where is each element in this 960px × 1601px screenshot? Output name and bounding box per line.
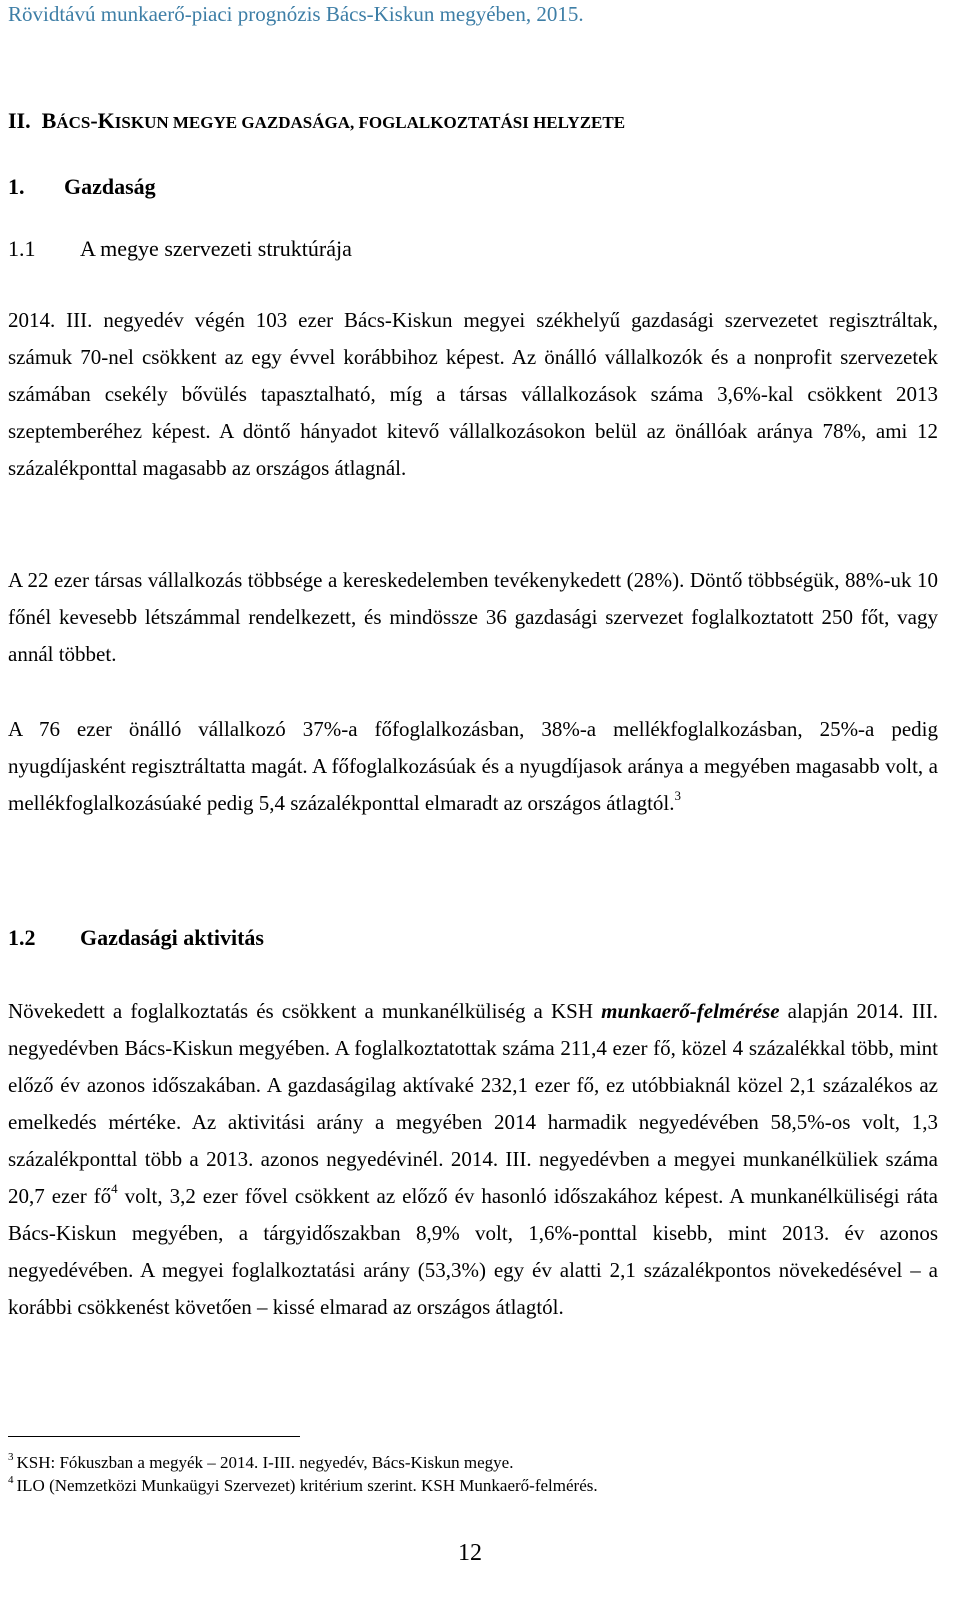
section-1-2-number: 1.2 xyxy=(8,925,36,950)
paragraph-4-part1: Növekedett a foglalkoztatás és csökkent a munkanélküliség a KSH xyxy=(8,999,602,1023)
section-1-2-heading xyxy=(8,925,264,951)
section-1-2-title: Gazdasági aktivitás xyxy=(80,925,264,950)
footnote-3-mark: 3 xyxy=(8,1451,14,1463)
section-1-heading xyxy=(8,174,156,200)
paragraph-3-text: A 76 ezer önálló vállalkozó 37%-a főfoglalkozásban, 38%-a mellékfoglalkozásban, 25%-a pedig nyugdíjasként regisztráltatta magát. A főfoglalkozásúak és a nyugdíjasok aránya a megyében magasabb volt, a mellékfoglalkozásúaké pedig 5,4 százalékponttal elmaradt az országos átlagtól. xyxy=(8,717,938,815)
chapter-number: II. xyxy=(8,108,31,133)
section-1-number: 1. xyxy=(8,174,25,199)
paragraph-2: A 22 ezer társas vállalkozás többsége a kereskedelemben tevékenykedett (28%). Döntő többségük, 88%-uk 10 főnél kevesebb létszámmal rendelkezett, és mindössze 36 gazdasági szervezet foglalkoztatott 250 főt, vagy annál többet. xyxy=(8,568,938,666)
chapter-title-part1: ÁCS xyxy=(56,113,91,132)
paragraph-4-emphasis: munkaerő-felmérése xyxy=(601,999,780,1023)
page-number: 12 xyxy=(458,1540,482,1566)
section-1-1-number: 1.1 xyxy=(8,236,36,261)
paragraph-3 xyxy=(8,711,938,822)
section-1-title: Gazdaság xyxy=(64,174,156,199)
paragraph-4 xyxy=(8,993,938,1326)
chapter-title-b: B xyxy=(41,108,57,133)
section-1-1-title: A megye szervezeti struktúrája xyxy=(80,236,352,261)
chapter-heading xyxy=(8,108,625,134)
footnote-4-mark: 4 xyxy=(8,1474,14,1486)
footnote-separator xyxy=(8,1436,300,1437)
footnote-3-text: KSH: Fókuszban a megyék – 2014. I-III. negyedév, Bács-Kiskun megye. xyxy=(16,1453,514,1472)
paragraph-1: 2014. III. negyedév végén 103 ezer Bács-Kiskun megyei székhelyű gazdasági szervezetet regisztráltak, számuk 70-nel csökkent az egy évvel korábbihoz képest. Az önálló vállalkozók és a nonprofit szervezetek számában csekély bővülés tapasztalható, míg a társas vállalkozások száma 3,6%-kal csökkent 2013 szeptemberéhez képest. A döntő hányadot kitevő vállalkozásokon belül az önállóak aránya 78%, ami 12 százalékponttal magasabb az országos átlagnál. xyxy=(8,308,938,480)
footnote-4 xyxy=(8,1475,598,1497)
footnote-4-text: ILO (Nemzetközi Munkaügyi Szervezet) kritérium szerint. KSH Munkaerő-felmérés. xyxy=(16,1476,598,1495)
chapter-title-dash: -K xyxy=(90,108,115,133)
footnote-ref-3: 3 xyxy=(674,788,681,803)
running-header: Rövidtávú munkaerő-piaci prognózis Bács-Kiskun megyében, 2015. xyxy=(8,2,584,26)
paragraph-4-part3: volt, 3,2 ezer fővel csökkent az előző év hasonló időszakához képest. A munkanélküliségi ráta Bács-Kiskun megyében, a tárgyidőszakban 8,9% volt, 1,6%-ponttal kisebb, mint 2013. év azonos negyedévében. A megyei foglalkoztatási arány (53,3%) egy év alatti 2,1 százalékpontos növekedésével – a korábbi csökkenést követően – kissé elmarad az országos átlagtól. xyxy=(8,1184,938,1319)
footnote-3 xyxy=(8,1452,513,1474)
paragraph-4-part2: alapján 2014. III. negyedévben Bács-Kiskun megyében. A foglalkoztatottak száma 211,4 ezer fő, közel 4 százalékkal több, mint előző év azonos időszakában. A gazdaságilag aktívaké 232,1 ezer fő, ez utóbbiaknál közel 2,1 százalékos az emelkedés mértéke. Az aktivitási arány a megyében 2014 harmadik negyedévében 58,5%-os volt, 1,3 százalékponttal több a 2013. azonos negyedévinél. 2014. III. negyedévben a megyei munkanélküliek száma 20,7 ezer fő xyxy=(8,999,938,1208)
section-1-1-heading xyxy=(8,236,352,262)
chapter-title-part2: ISKUN MEGYE GAZDASÁGA, FOGLALKOZTATÁSI HELYZETE xyxy=(114,113,626,132)
footnote-ref-4: 4 xyxy=(111,1181,118,1196)
